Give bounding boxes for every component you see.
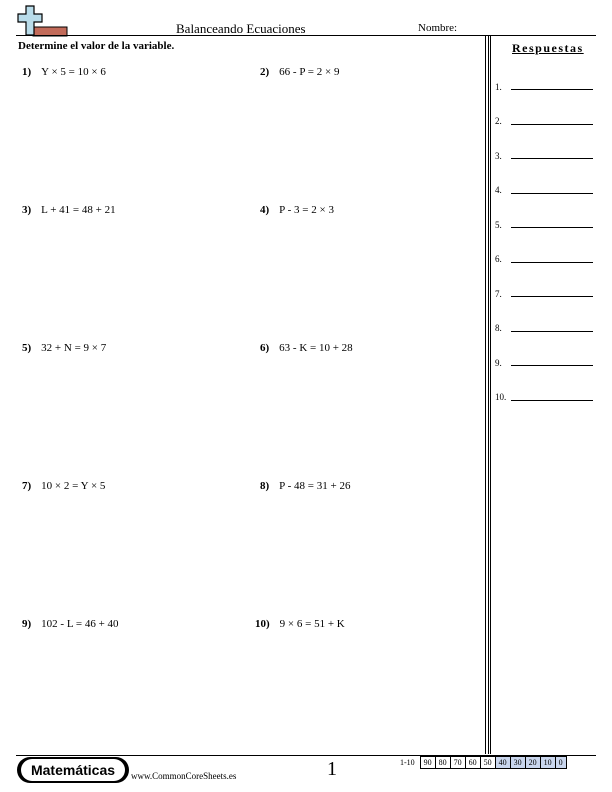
brand-label: Matemáticas — [21, 759, 125, 781]
problem-equation: L + 41 = 48 + 21 — [41, 204, 116, 216]
score-cell: 70 — [450, 757, 465, 769]
name-label: Nombre: — [418, 22, 458, 34]
score-range-label: 1-10 — [400, 758, 415, 767]
problem-equation: P - 48 = 31 + 26 — [279, 480, 351, 492]
answer-line-1[interactable] — [511, 89, 593, 90]
answer-line-7[interactable] — [511, 296, 593, 297]
header-divider — [16, 35, 596, 36]
problem-number: 9) — [22, 618, 32, 630]
problem-number: 6) — [260, 342, 270, 354]
problem-number: 10) — [255, 618, 270, 630]
problem-1 — [22, 66, 106, 78]
column-divider-left — [485, 36, 486, 754]
problem-equation: 102 - L = 46 + 40 — [41, 618, 119, 630]
answer-number: 2. — [495, 116, 502, 126]
problem-number: 7) — [22, 480, 32, 492]
logo-icon — [17, 5, 69, 37]
problem-10 — [255, 618, 345, 630]
answer-line-10[interactable] — [511, 400, 593, 401]
problem-equation: 66 - P = 2 × 9 — [279, 66, 340, 78]
score-cell: 50 — [480, 757, 495, 769]
answer-number: 4. — [495, 185, 502, 195]
answer-number: 10. — [495, 392, 507, 402]
problem-8 — [260, 480, 350, 492]
answer-line-2[interactable] — [511, 124, 593, 125]
problem-number: 5) — [22, 342, 32, 354]
answer-number: 3. — [495, 151, 502, 161]
instructions: Determine el valor de la variable. — [18, 40, 175, 52]
score-cell: 60 — [465, 757, 480, 769]
answer-number: 8. — [495, 323, 502, 333]
problem-number: 1) — [22, 66, 32, 78]
score-cell: 20 — [525, 757, 540, 769]
column-divider-right — [490, 36, 491, 754]
problem-equation: 32 + N = 9 × 7 — [41, 342, 107, 354]
page-title: Balanceando Ecuaciones — [176, 21, 306, 36]
problem-equation: 10 × 2 = Y × 5 — [41, 480, 106, 492]
answer-number: 5. — [495, 220, 502, 230]
answer-line-5[interactable] — [511, 227, 593, 228]
problem-number: 4) — [260, 204, 270, 216]
answer-number: 9. — [495, 358, 502, 368]
score-cell: 90 — [420, 757, 435, 769]
score-cell: 10 — [540, 757, 555, 769]
problem-5 — [22, 342, 106, 354]
problem-equation: 63 - K = 10 + 28 — [279, 342, 353, 354]
problem-equation: 9 × 6 = 51 + K — [279, 618, 345, 630]
column-divider-middle — [488, 36, 489, 754]
answers-title: Respuestas — [512, 41, 584, 55]
answer-line-8[interactable] — [511, 331, 593, 332]
answer-number: 6. — [495, 254, 502, 264]
score-cell: 80 — [435, 757, 450, 769]
problem-3 — [22, 204, 116, 216]
score-cell: 30 — [510, 757, 525, 769]
answer-line-4[interactable] — [511, 193, 593, 194]
problem-7 — [22, 480, 105, 492]
problem-equation: Y × 5 = 10 × 6 — [41, 66, 106, 78]
answer-number: 7. — [495, 289, 502, 299]
problem-4 — [260, 204, 334, 216]
answer-line-3[interactable] — [511, 158, 593, 159]
problem-equation: P - 3 = 2 × 3 — [279, 204, 334, 216]
problem-number: 8) — [260, 480, 270, 492]
score-cell: 40 — [495, 757, 510, 769]
problem-number: 2) — [260, 66, 270, 78]
score-table — [397, 756, 567, 769]
problem-9 — [22, 618, 119, 630]
answer-line-9[interactable] — [511, 365, 593, 366]
website-link: www.CommonCoreSheets.es — [131, 771, 237, 781]
page-number: 1 — [327, 758, 337, 780]
problem-2 — [260, 66, 339, 78]
answer-number: 1. — [495, 82, 502, 92]
problem-6 — [260, 342, 353, 354]
score-cell: 0 — [555, 757, 566, 769]
problem-number: 3) — [22, 204, 32, 216]
answer-line-6[interactable] — [511, 262, 593, 263]
